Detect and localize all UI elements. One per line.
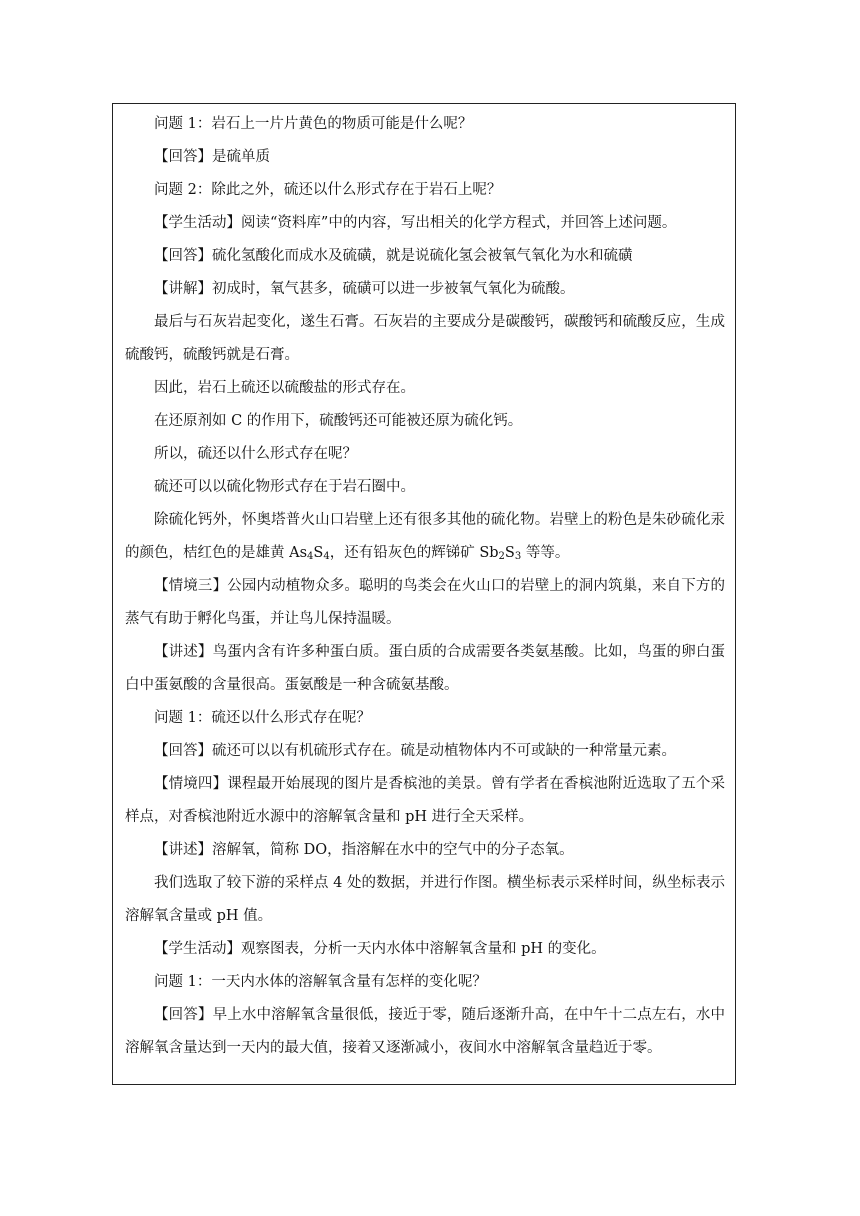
question-1-sulfur-form: 问题 1：硫还以什么形式存在呢？ bbox=[154, 710, 371, 726]
paragraph-gypsum: 最后与石灰岩起变化，遂生石膏。石灰岩的主要成分是碳酸钙，碳酸钙和硫酸反应，生成硫酸钙，硫酸钙就是石膏。 bbox=[125, 314, 725, 363]
paragraph-sampling-point: 我们选取了较下游的采样点 4 处的数据，并进行作图。横坐标表示采样时间，纵坐标表示溶解氧含量或 pH 值。 bbox=[125, 875, 725, 924]
student-activity-chart: 【学生活动】观察图表，分析一天内水体中溶解氧含量和 pH 的变化。 bbox=[154, 941, 606, 957]
narration-dissolved-oxygen: 【讲述】溶解氧，简称 DO，指溶解在水中的空气中的分子态氧。 bbox=[154, 842, 574, 858]
question-1-rock-yellow: 问题 1：岩石上一片片黄色的物质可能是什么呢？ bbox=[154, 116, 473, 132]
lesson-table-cell bbox=[112, 103, 736, 1085]
scenario-4-champagne-pool: 【情境四】课程最开始展现的图片是香槟池的美景。曾有学者在香槟池附近选取了五个采样点，对香槟池附近水源中的溶解氧含量和 pH 进行全天采样。 bbox=[125, 776, 725, 825]
student-activity-reading: 【学生活动】阅读“资料库”中的内容，写出相关的化学方程式，并回答上述问题。 bbox=[154, 215, 677, 231]
answer-sulfur-element: 【回答】是硫单质 bbox=[154, 149, 270, 165]
question-sulfur-form: 所以，硫还以什么形式存在呢？ bbox=[154, 446, 357, 462]
paragraph-reduction: 在还原剂如 C 的作用下，硫酸钙还可能被还原为硫化钙。 bbox=[154, 413, 523, 429]
narration-protein: 【讲述】鸟蛋内含有许多种蛋白质。蛋白质的合成需要各类氨基酸。比如，鸟蛋的卵白蛋白中蛋氨酸的含量很高。蛋氨酸是一种含硫氨基酸。 bbox=[125, 644, 725, 693]
explanation-sulfuric-acid: 【讲解】初成时，氧气甚多，硫磺可以进一步被氧气氧化为硫酸。 bbox=[154, 281, 575, 297]
formula-stibnite: $Sb_2S_3$ bbox=[479, 545, 522, 562]
paragraph-sulfide-form: 硫还可以以硫化物形式存在于岩石圈中。 bbox=[154, 479, 415, 495]
answer-organic-sulfur: 【回答】硫还可以以有机硫形式存在。硫是动植物体内不可或缺的一种常量元素。 bbox=[154, 743, 676, 759]
sulfides-text-after: 等等。 bbox=[521, 545, 570, 561]
answer-hydrogen-sulfide: 【回答】硫化氢酸化而成水及硫磺，就是说硫化氢会被氧气氧化为水和硫磺 bbox=[154, 248, 633, 264]
question-2-sulfur-forms: 问题 2：除此之外，硫还以什么形式存在于岩石上呢？ bbox=[154, 182, 502, 198]
question-1-oxygen-change: 问题 1：一天内水体的溶解氧含量有怎样的变化呢？ bbox=[154, 974, 487, 990]
paragraph-sulfate-form: 因此，岩石上硫还以硫酸盐的形式存在。 bbox=[154, 380, 415, 396]
formula-realgar: $As_4S_4$ bbox=[289, 545, 330, 562]
paragraph-other-sulfides bbox=[125, 504, 725, 570]
scenario-3-birds: 【情境三】公园内动植物众多。聪明的鸟类会在火山口的岩壁上的洞内筑巢，来自下方的蒸气有助于孵化鸟蛋，并让鸟儿保持温暖。 bbox=[125, 578, 725, 627]
answer-oxygen-daily: 【回答】早上水中溶解氧含量很低，接近于零，随后逐渐升高，在中午十二点左右，水中溶解氧含量达到一天内的最大值，接着又逐渐减小，夜间水中溶解氧含量趋近于零。 bbox=[125, 1007, 725, 1056]
sulfides-text-middle: ，还有铅灰色的辉锑矿 bbox=[329, 545, 480, 561]
sulfides-text-before: 除硫化钙外，怀奥塔普火山口岩壁上还有很多其他的硫化物。岩壁上的粉色是朱砂硫化汞的颜色，桔红色的是雄黄 bbox=[125, 512, 725, 561]
